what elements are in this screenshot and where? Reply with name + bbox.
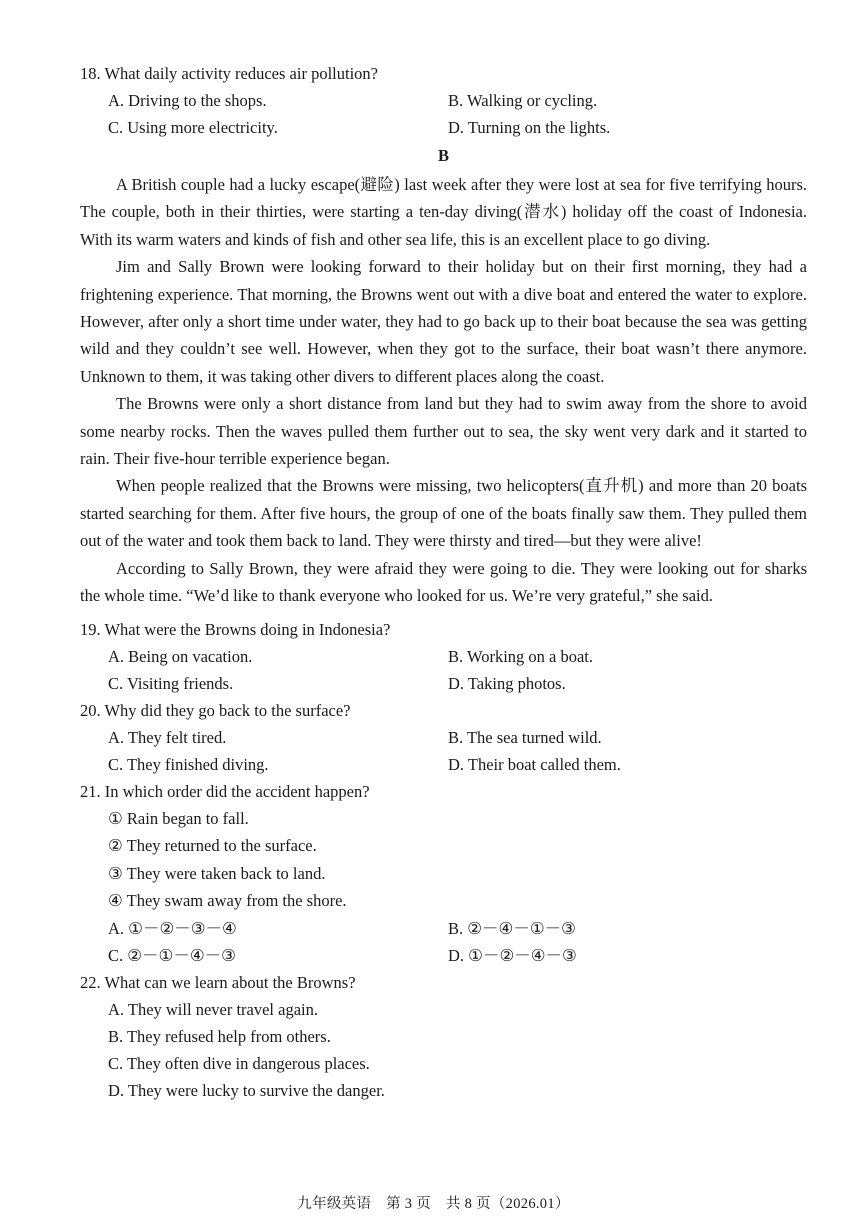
option-d: D. Turning on the lights.: [448, 118, 611, 137]
question-stem: 22. What can we learn about the Browns?: [80, 972, 356, 992]
event-step: ④ They swam away from the shore.: [108, 891, 347, 910]
answer-options: [80, 724, 807, 778]
option-a: A. Being on vacation.: [108, 646, 253, 666]
option-d: D. Taking photos.: [448, 673, 566, 693]
question-stem: 21. In which order did the accident happen?: [80, 781, 370, 801]
option-a: A. They felt tired.: [108, 727, 227, 747]
answer-options: [80, 87, 807, 141]
passage-paragraph: The Browns were only a short distance from land but they had to swim away from the shore to avoid some nearby rocks. Then the waves pulled them further out to sea, the sky went very dark and it started to rain. Their five-hour terrible experience began.: [80, 394, 807, 469]
option-b: B. They refused help from others.: [108, 1026, 331, 1046]
option-c: C. ②－①－④－③: [108, 945, 236, 965]
option-b: B. ②－④－①－③: [448, 918, 576, 938]
option-c: C. Using more electricity.: [108, 118, 278, 137]
option-d: D. Their boat called them.: [448, 754, 621, 774]
option-b: B. Working on a boat.: [448, 646, 594, 666]
option-c: C. Visiting friends.: [108, 673, 234, 693]
answer-options: [80, 996, 807, 1104]
option-b: B. Walking or cycling.: [448, 91, 598, 110]
passage-paragraph: According to Sally Brown, they were afraid they were going to die. They were looking out for sharks the whole time. “We’d like to thank everyone who looked for us. We’re very grateful,” she said.: [80, 558, 807, 606]
option-d: D. They were lucky to survive the danger.: [108, 1080, 385, 1100]
option-c: C. They often dive in dangerous places.: [108, 1053, 370, 1073]
reading-passage: [80, 171, 807, 610]
question-21: [80, 778, 807, 969]
answer-options: [80, 915, 807, 969]
section-heading: B: [437, 146, 449, 165]
question-18: [80, 60, 807, 141]
option-a: A. They will never travel again.: [108, 999, 318, 1019]
passage-paragraph: Jim and Sally Brown were looking forward to their holiday but on their first morning, they had a frightening experience. That morning, the Browns went out with a dive boat and entered the water to explore. However, after only a short time under water, they had to go back up to their boat because the sea was getting wild and they couldn’t see well. However, when they got to the surface, their boat wasn’t there anymore. Unknown to them, it was taking other divers to different places along the coast.: [80, 257, 807, 386]
option-c: C. They finished diving.: [108, 754, 269, 774]
question-20: [80, 697, 807, 778]
question-19: [80, 616, 807, 697]
question-stem: 19. What were the Browns doing in Indonesia?: [80, 619, 391, 639]
option-a: A. ①－②－③－④: [108, 918, 237, 938]
page-footer: 九年级英语 第 3 页 共 8 页（2026.01）: [297, 1196, 570, 1212]
question-stem: 18. What daily activity reduces air pollution?: [80, 64, 378, 83]
question-22: [80, 969, 807, 1104]
passage-paragraph: When people realized that the Browns were missing, two helicopters(直升机) and more than 20 boats started searching for them. After five hours, the group of one of the boats finally saw them. They pulled them out of the water and took them back to land. They were thirsty and tired—but they were alive!: [80, 476, 807, 551]
event-steps: [80, 805, 807, 915]
answer-options: [80, 643, 807, 697]
option-a: A. Driving to the shops.: [108, 91, 267, 110]
question-stem: 20. Why did they go back to the surface?: [80, 700, 351, 720]
option-d: D. ①－②－④－③: [448, 945, 577, 965]
option-b: B. The sea turned wild.: [448, 727, 602, 747]
event-step: ③ They were taken back to land.: [108, 863, 326, 883]
event-step: ① Rain began to fall.: [108, 808, 249, 828]
event-step: ② They returned to the surface.: [108, 836, 317, 855]
passage-paragraph: A British couple had a lucky escape(避险) last week after they were lost at sea for five terrifying hours. The couple, both in their thirties, were starting a ten-day diving(潜水) holiday off the coast of Indonesia. With its warm waters and kinds of fish and other sea life, this is an excellent place to go diving.: [80, 175, 807, 249]
